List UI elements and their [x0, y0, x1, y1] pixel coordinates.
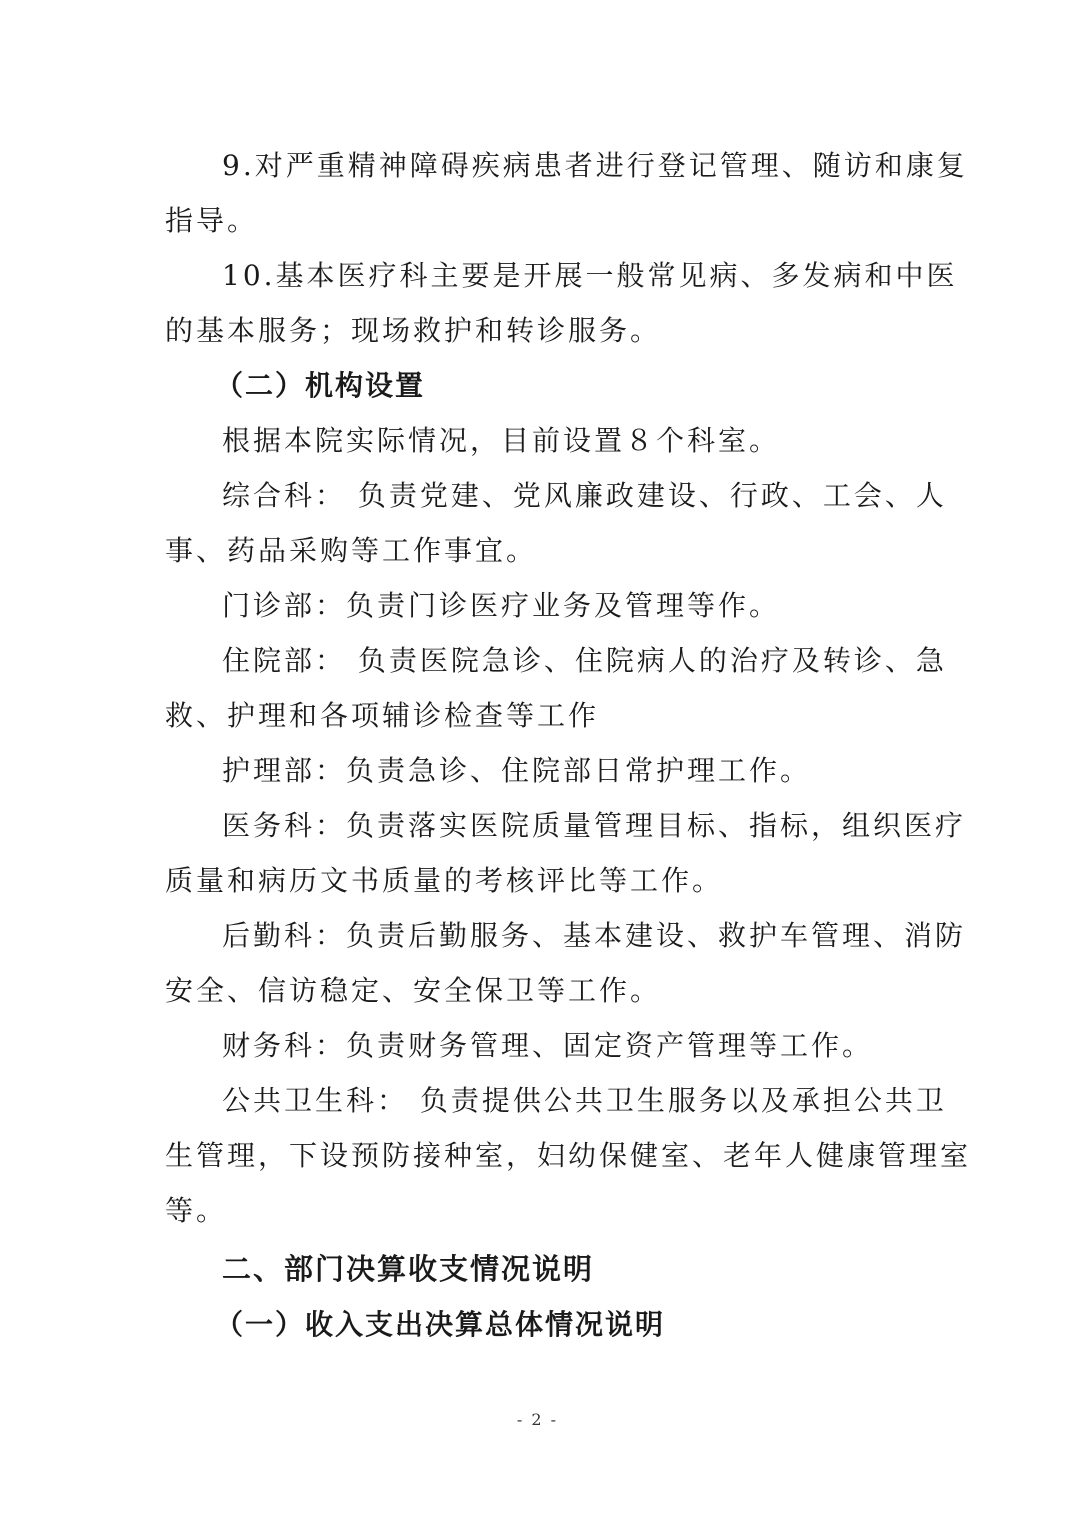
paragraph-intro: 根据本院实际情况，目前设置８个科室。: [222, 424, 781, 457]
paragraph-yiwu-line2: 质量和病历文书质量的考核评比等工作。: [165, 864, 724, 897]
page-body: [165, 138, 972, 1352]
paragraph-zhuyuan-line2: 救、护理和各项辅诊检查等工作: [165, 699, 600, 732]
paragraph-gonggong-line2: 生管理，下设预防接种室，妇幼保健室、老年人健康管理室: [165, 1139, 972, 1172]
paragraph-zonghe-line1: 综合科： 负责党建、党风廉政建设、行政、工会、人: [222, 479, 947, 512]
paragraph-item-10-line1: 10.基本医疗科主要是开展一般常见病、多发病和中医: [222, 259, 958, 292]
paragraph-huli: 护理部：负责急诊、住院部日常护理工作。: [222, 754, 812, 787]
paragraph-houqin-line2: 安全、信访稳定、安全保卫等工作。: [165, 974, 662, 1007]
paragraph-houqin-line1: 后勤科：负责后勤服务、基本建设、救护车管理、消防: [222, 919, 967, 952]
paragraph-item-10-line2: 的基本服务；现场救护和转诊服务。: [165, 314, 662, 347]
paragraph-zhuyuan-line1: 住院部： 负责医院急诊、住院病人的治疗及转诊、急: [222, 644, 947, 677]
paragraph-zonghe-line2: 事、药品采购等工作事宜。: [165, 534, 538, 567]
paragraph-item-9-line2: 指导。: [165, 204, 259, 237]
paragraph-gonggong-line1: 公共卫生科： 负责提供公共卫生服务以及承担公共卫: [222, 1084, 947, 1117]
page-number: - 2 -: [516, 1410, 559, 1429]
paragraph-gonggong-line3: 等。: [165, 1194, 228, 1227]
paragraph-yiwu-line1: 医务科：负责落实医院质量管理目标、指标，组织医疗: [222, 809, 967, 842]
heading-section-2: 二、部门决算收支情况说明: [222, 1252, 595, 1286]
heading-subsection-1: （一）收入支出决算总体情况说明: [215, 1308, 666, 1341]
paragraph-item-9-line1: 9.对严重精神障碍疾病患者进行登记管理、随访和康复: [222, 149, 968, 182]
heading-org-structure: （二）机构设置: [215, 369, 426, 402]
paragraph-menzhen: 门诊部：负责门诊医疗业务及管理等作。: [222, 589, 781, 622]
paragraph-caiwu: 财务科：负责财务管理、固定资产管理等工作。: [222, 1029, 874, 1062]
